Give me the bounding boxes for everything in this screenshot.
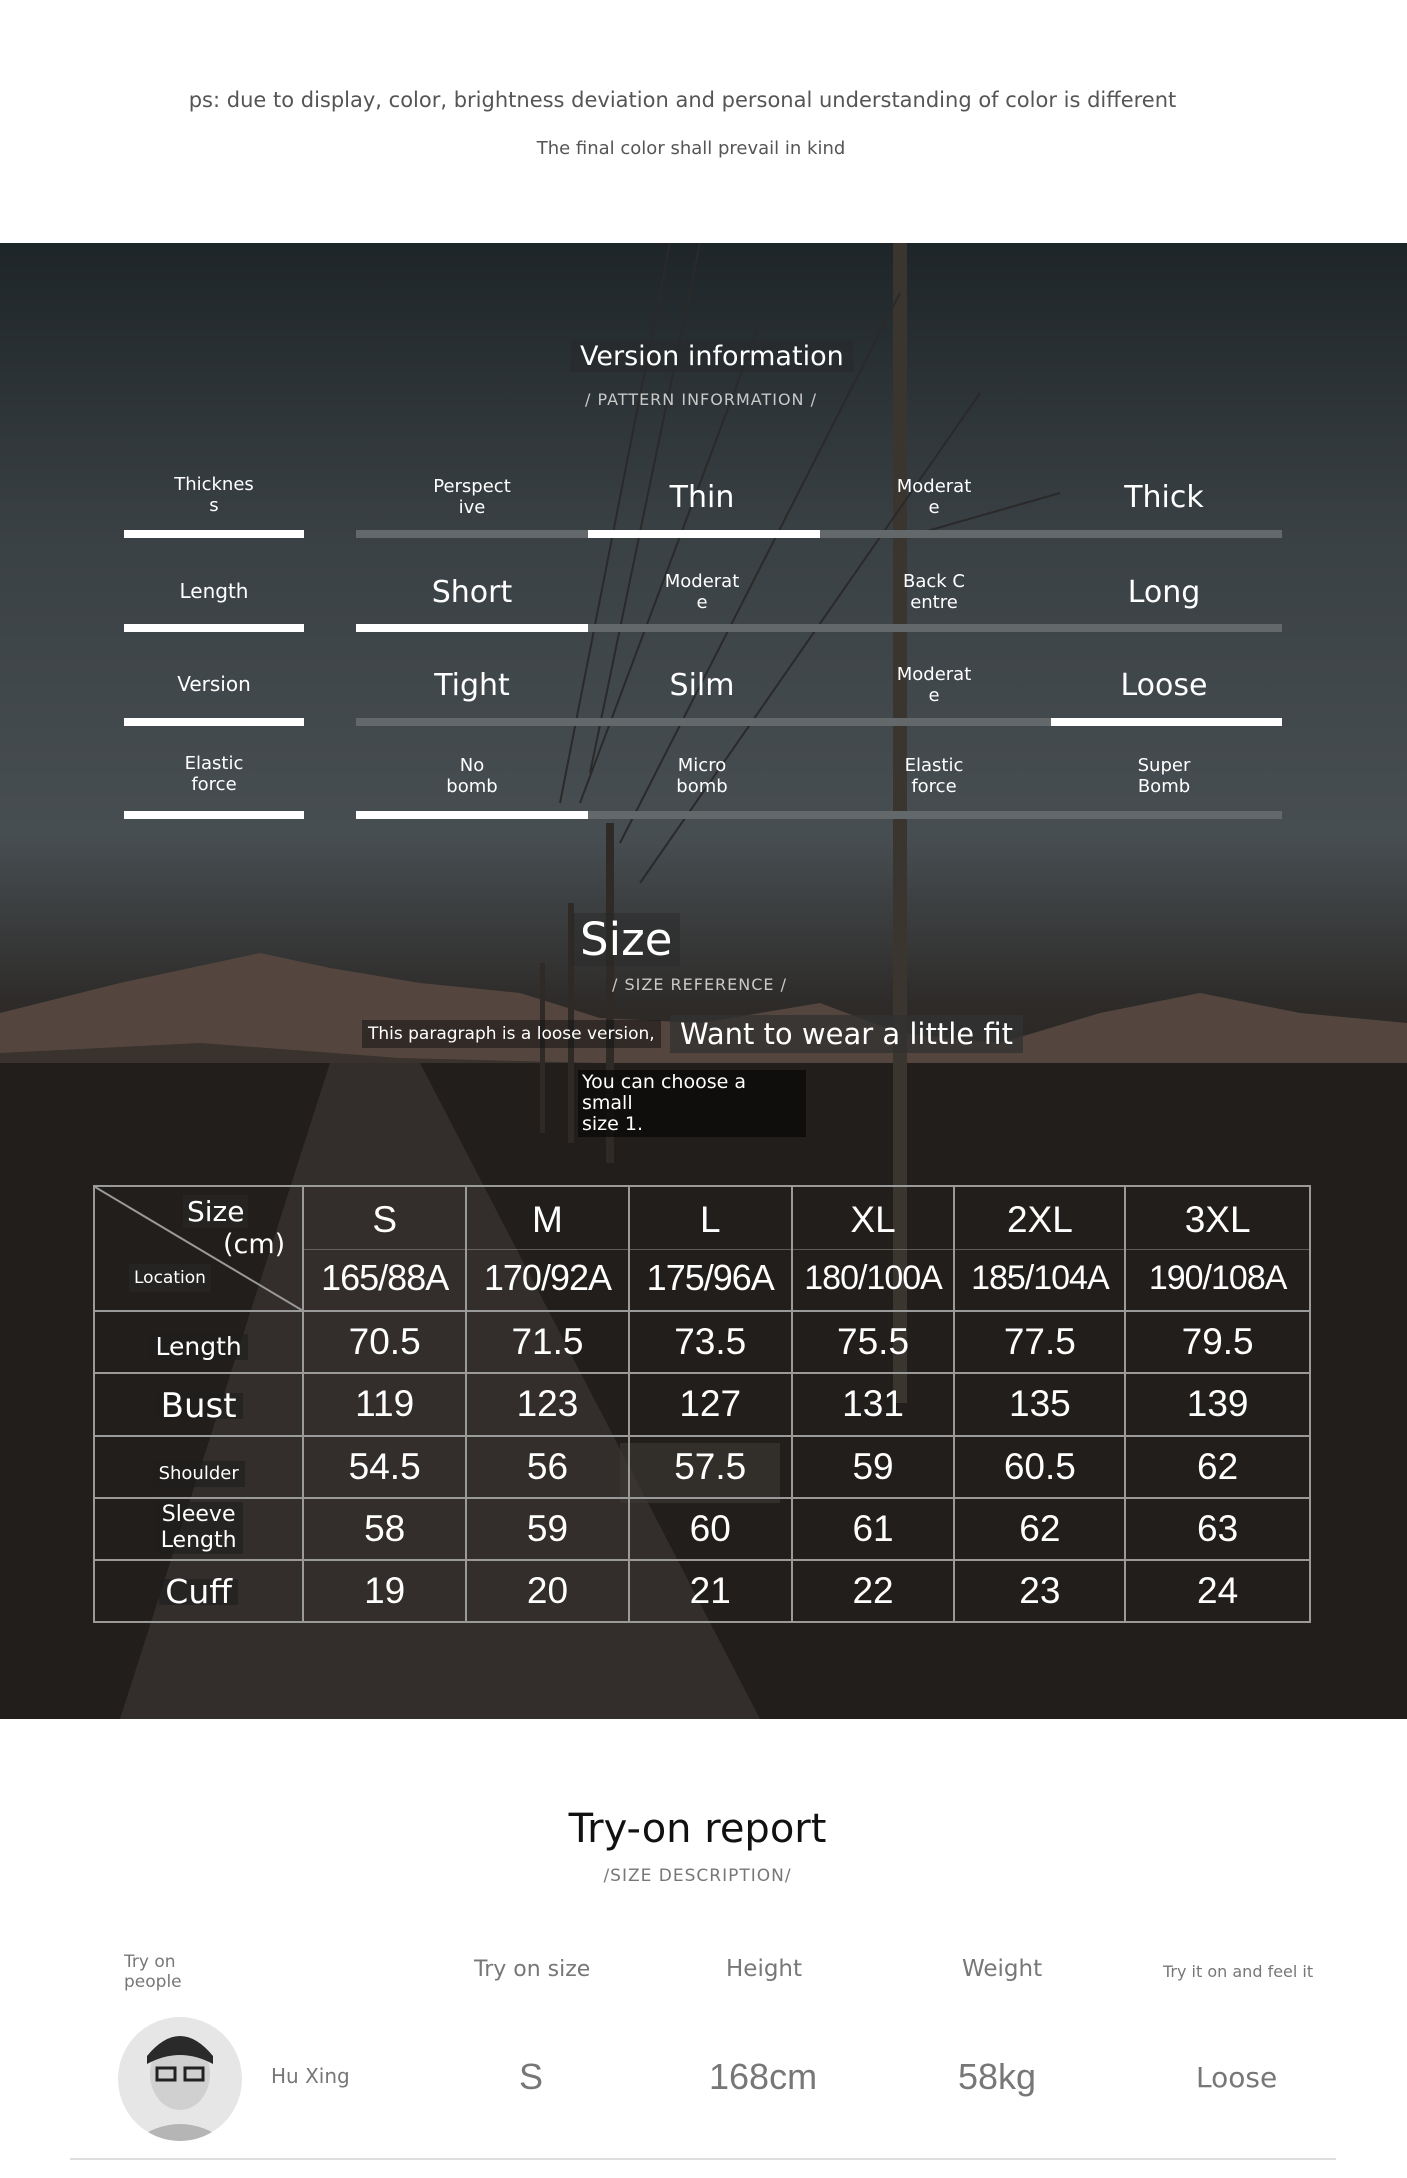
version-option: No bomb (446, 755, 498, 797)
version-row-label-bar (124, 530, 304, 538)
size-row-label (94, 1436, 303, 1498)
size-chart-table (93, 1185, 1311, 1623)
version-title: Version information (570, 341, 854, 372)
color-disclaimer-sub: The final color shall prevail in kind (536, 138, 846, 159)
size-value-cell: 60 (629, 1498, 792, 1560)
size-value-cell: 77.5 (954, 1311, 1125, 1373)
size-column-header (466, 1186, 629, 1311)
size-label: S (304, 1191, 465, 1250)
size-value-cell: 70.5 (303, 1311, 466, 1373)
size-value-cell: 20 (466, 1560, 629, 1622)
size-value-cell: 135 (954, 1373, 1125, 1435)
size-code: 170/92A (483, 1257, 612, 1299)
size-value-cell: 21 (629, 1560, 792, 1622)
size-value-cell: 75.5 (792, 1311, 955, 1373)
size-label: L (630, 1191, 791, 1250)
version-option: Tight (434, 668, 510, 703)
tester-name: Hu Xing (271, 2064, 350, 2088)
corner-unit-label: (cm) (223, 1229, 286, 1260)
version-row-label: Version (177, 672, 251, 696)
version-option: Perspect ive (433, 476, 511, 518)
size-value-cell: 73.5 (629, 1311, 792, 1373)
size-code: 175/96A (646, 1257, 774, 1299)
size-row-label (94, 1311, 303, 1373)
fit-note-bottom: You can choose a small size 1. (578, 1070, 806, 1137)
size-value-cell: 61 (792, 1498, 955, 1560)
header-feel: Try it on and feel it (1163, 1962, 1314, 1981)
size-column-header (954, 1186, 1125, 1311)
size-value-cell: 119 (303, 1373, 466, 1435)
version-option: Thin (669, 480, 735, 515)
size-row-label (94, 1498, 303, 1560)
version-row-label-bar (124, 624, 304, 632)
avatar (117, 2016, 243, 2142)
measure-label: Bust (155, 1393, 243, 1419)
size-label: 2XL (955, 1191, 1124, 1250)
header-try-on-people: Try on people (124, 1952, 182, 1992)
size-column-header (1125, 1186, 1310, 1311)
corner-location-label: Location (129, 1264, 211, 1292)
header-weight: Weight (962, 1956, 1043, 1982)
version-option: Moderat e (664, 571, 740, 613)
size-column-header (792, 1186, 955, 1311)
report-divider (70, 2158, 1336, 2160)
size-code: 190/108A (1148, 1259, 1287, 1298)
size-subtitle: / SIZE REFERENCE / (612, 975, 787, 994)
size-code: 180/100A (804, 1259, 942, 1298)
color-disclaimer: ps: due to display, color, brightness deviation and personal understanding of color is different (188, 88, 1177, 112)
version-option: Super Bomb (1137, 755, 1191, 797)
size-code: 185/104A (971, 1259, 1109, 1298)
version-row-label: Elastic force (184, 753, 244, 795)
report-subtitle: /SIZE DESCRIPTION/ (603, 1866, 792, 1886)
tester-size: S (519, 2056, 544, 2097)
size-value-cell: 60.5 (954, 1436, 1125, 1498)
version-selected-segment (356, 624, 588, 632)
size-value-cell: 22 (792, 1560, 955, 1622)
size-value-cell: 54.5 (303, 1436, 466, 1498)
version-option: Loose (1120, 668, 1208, 703)
size-label: 3XL (1126, 1191, 1309, 1250)
size-value-cell: 123 (466, 1373, 629, 1435)
version-option: Back C entre (903, 571, 965, 613)
version-option: Elastic force (904, 755, 964, 797)
size-label: M (467, 1191, 628, 1250)
version-row-label-bar (124, 811, 304, 819)
size-column-header (303, 1186, 466, 1311)
version-subtitle: / PATTERN INFORMATION / (585, 390, 817, 409)
size-value-cell: 24 (1125, 1560, 1310, 1622)
version-option: Moderat e (896, 664, 972, 706)
version-option: Thick (1124, 480, 1204, 515)
size-value-cell: 57.5 (629, 1436, 792, 1498)
size-corner-cell (94, 1186, 303, 1311)
size-value-cell: 139 (1125, 1373, 1310, 1435)
version-row-label: Length (179, 579, 249, 603)
size-row-label (94, 1560, 303, 1622)
size-value-cell: 56 (466, 1436, 629, 1498)
header-height: Height (726, 1956, 803, 1982)
version-selected-segment (588, 530, 820, 538)
size-value-cell: 79.5 (1125, 1311, 1310, 1373)
size-value-cell: 19 (303, 1560, 466, 1622)
size-label: XL (793, 1191, 954, 1250)
size-value-cell: 62 (1125, 1436, 1310, 1498)
size-title: Size (572, 913, 680, 966)
measure-label: Length (150, 1334, 248, 1360)
corner-size-label: Size (183, 1195, 248, 1228)
header-try-on-size: Try on size (474, 1957, 591, 1982)
report-title: Try-on report (568, 1806, 827, 1852)
size-value-cell: 58 (303, 1498, 466, 1560)
size-value-cell: 127 (629, 1373, 792, 1435)
fit-note-right: Want to wear a little fit (670, 1015, 1023, 1053)
version-option: Long (1127, 575, 1201, 610)
version-option: Silm (669, 668, 735, 703)
size-value-cell: 63 (1125, 1498, 1310, 1560)
version-row-label-bar (124, 718, 304, 726)
size-value-cell: 62 (954, 1498, 1125, 1560)
version-option: Moderat e (896, 476, 972, 518)
measure-label: Sleeve Length (155, 1502, 243, 1554)
fit-note-left: This paragraph is a loose version, (362, 1020, 661, 1048)
size-value-cell: 59 (792, 1436, 955, 1498)
size-value-cell: 71.5 (466, 1311, 629, 1373)
size-column-header (629, 1186, 792, 1311)
version-row-label: Thicknes s (174, 474, 254, 516)
measure-label: Cuff (159, 1579, 238, 1605)
size-value-cell: 59 (466, 1498, 629, 1560)
tester-feel: Loose (1196, 2061, 1278, 2094)
tester-height: 168cm (709, 2056, 818, 2097)
measure-label: Shoulder (153, 1461, 245, 1487)
version-option: Micro bomb (676, 755, 728, 797)
version-option: Short (431, 575, 513, 610)
version-selected-segment (1051, 718, 1282, 726)
size-value-cell: 131 (792, 1373, 955, 1435)
size-value-cell: 23 (954, 1560, 1125, 1622)
tester-weight: 58kg (958, 2056, 1037, 2097)
size-code: 165/88A (321, 1257, 449, 1299)
version-selected-segment (356, 811, 588, 819)
size-row-label (94, 1373, 303, 1435)
